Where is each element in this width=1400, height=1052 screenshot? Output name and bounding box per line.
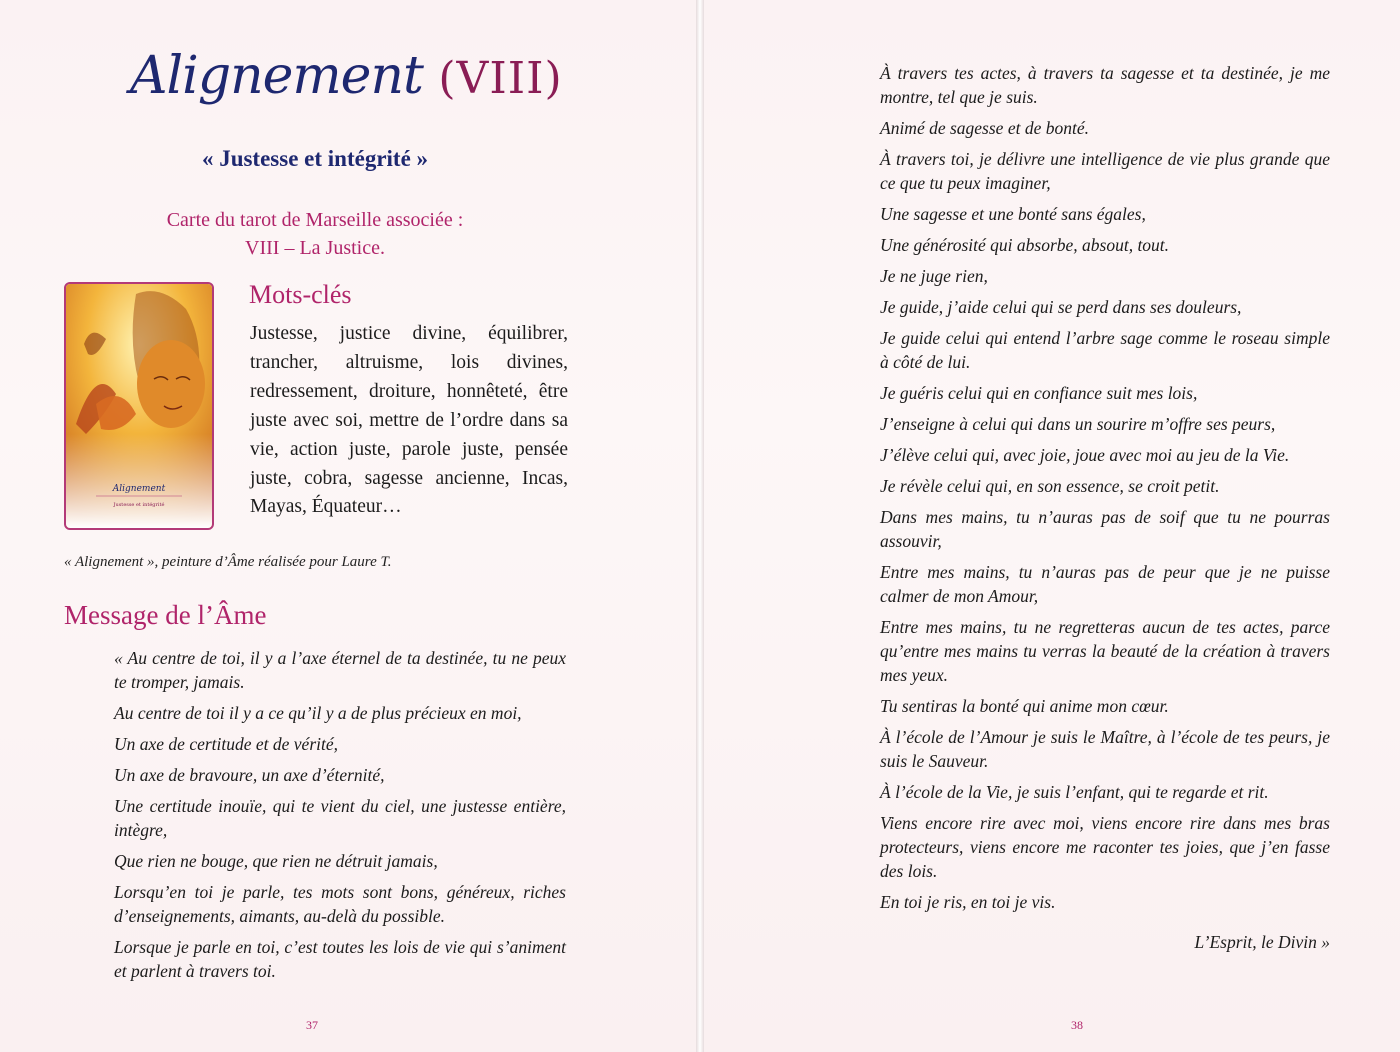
oracle-card-image — [64, 282, 214, 530]
signature: L’Esprit, le Divin » — [1194, 932, 1330, 952]
poem-line: Lorsque je parle en toi, c’est toutes les lois de vie qui s’animent et parlent à travers toi. — [114, 937, 566, 981]
poem-line: En toi je ris, en toi je vis. — [880, 892, 1056, 912]
poem-line: Une sagesse et une bonté sans égales, — [880, 204, 1146, 224]
page-number-right: 38 — [1071, 1018, 1083, 1032]
title-word: Alignement — [130, 46, 423, 106]
poem-line: Je révèle celui qui, en son essence, se croit petit. — [880, 476, 1220, 496]
association-line-1: Carte du tarot de Marseille associée : — [166, 209, 464, 231]
poem-line: Viens encore rire avec moi, viens encore rire dans mes bras protecteurs, viens encore me raconter tes joies, que j’en fasse des lois. — [880, 813, 1330, 881]
poem-line: Lorsqu’en toi je parle, tes mots sont bons, généreux, riches d’enseignements, aimants, au-delà du possible. — [114, 882, 566, 926]
message-heading: Message de l’Âme — [64, 600, 267, 630]
association-line-2: VIII – La Justice. — [245, 237, 385, 259]
poem-line: Je guéris celui qui en confiance suit mes lois, — [880, 383, 1198, 403]
book-gutter — [696, 0, 704, 1052]
poem-line: Un axe de certitude et de vérité, — [114, 734, 338, 754]
poem-line: À travers toi, je délivre une intelligence de vie plus grande que ce que tu peux imaginer, — [880, 149, 1330, 193]
poem-line: À l’école de l’Amour je suis le Maître, à l’école de tes peurs, je suis le Sauveur. — [880, 727, 1330, 771]
poem-line: Dans mes mains, tu n’auras pas de soif que tu ne pourras assouvir, — [880, 507, 1330, 551]
poem-line: « Au centre de toi, il y a l’axe éternel de ta destinée, tu ne peux te tromper, jamais. — [114, 648, 566, 692]
title-number: (VIII) — [438, 53, 563, 104]
card-title: Alignement — [112, 484, 166, 494]
poem-line: Au centre de toi il y a ce qu’il y a de plus précieux en moi, — [114, 703, 522, 723]
poem-line: Animé de sagesse et de bonté. — [880, 118, 1089, 138]
poem-line: À l’école de la Vie, je suis l’enfant, qui te regarde et rit. — [880, 782, 1269, 802]
poem-line: Une générosité qui absorbe, absout, tout. — [880, 235, 1170, 255]
poem-line: Entre mes mains, tu n’auras pas de peur que je ne puisse calmer de mon Amour, — [880, 562, 1330, 606]
left-page — [0, 0, 696, 1052]
page-number-left: 37 — [306, 1018, 318, 1032]
card-subtitle: Justesse et intégrité — [113, 502, 165, 508]
tarot-association — [60, 206, 570, 262]
poem-line: À travers tes actes, à travers ta sagesse et ta destinée, je me montre, tel que je suis. — [880, 63, 1330, 107]
poem-line: Je ne juge rien, — [880, 266, 988, 286]
poem-line: Je guide, j’aide celui qui se perd dans ses douleurs, — [880, 297, 1242, 317]
image-caption: « Alignement », peinture d’Âme réalisée pour Laure T. — [64, 554, 392, 570]
poem-line: Que rien ne bouge, que rien ne détruit jamais, — [114, 851, 438, 871]
keywords-heading: Mots-clés — [249, 280, 352, 309]
chapter-subtitle: « Justesse et intégrité » — [201, 146, 429, 171]
poem-line: Entre mes mains, tu ne regretteras aucun de tes actes, parce qu’entre mes mains tu verras la beauté de la création à travers mes yeux. — [880, 617, 1330, 685]
poem-line: Une certitude inouïe, qui te vient du ciel, une justesse entière, intègre, — [114, 796, 566, 840]
poem-right — [880, 61, 1330, 921]
poem-line: J’élève celui qui, avec joie, joue avec moi au jeu de la Vie. — [880, 445, 1290, 465]
chapter-title — [130, 46, 563, 106]
poem-line: Un axe de bravoure, un axe d’éternité, — [114, 765, 385, 785]
poem-line: Je guide celui qui entend l’arbre sage comme le roseau simple à côté de lui. — [880, 328, 1330, 372]
poem-line: Tu sentiras la bonté qui anime mon cœur. — [880, 696, 1169, 716]
poem-line: J’enseigne à celui qui dans un sourire m’offre ses peurs, — [880, 414, 1276, 434]
keywords-text: Justesse, justice divine, équilibrer, trancher, altruisme, lois divines, redressement, droiture, honnêteté, être juste avec soi, mettre de l’ordre dans sa vie, action juste, parole juste, pensée juste, cobra, sagesse ancienne, Incas, Mayas, Équateur… — [250, 323, 568, 518]
poem-left — [114, 646, 566, 990]
